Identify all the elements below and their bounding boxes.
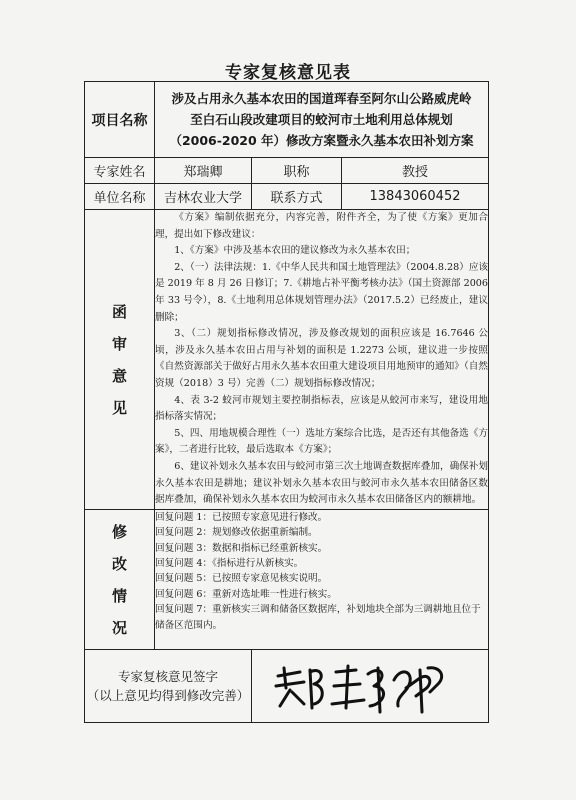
opinion-heading-char: 审 bbox=[111, 334, 127, 353]
project-name-line: 涉及占用永久基本农田的国道珲春至阿尔山公路威虎岭 bbox=[171, 91, 472, 106]
project-name-line: （2006-2020 年）修改方案暨永久基本农田补划方案 bbox=[169, 133, 474, 148]
opinion-heading-char: 函 bbox=[111, 302, 127, 321]
title-label: 职称 bbox=[252, 158, 342, 184]
opinion-paragraph: 4、表 3-2 蛟河市规划主要控制指标表，应该是从蛟河市来写，建设用地指标落实情况； bbox=[155, 394, 489, 423]
project-row bbox=[85, 82, 489, 158]
opinion-heading-char: 见 bbox=[111, 398, 127, 417]
reply-line: 回复问题 3：数据和指标已经重新核实。 bbox=[155, 542, 328, 554]
opinion-paragraph: 6、建议补划永久基本农田与蛟河市第三次土地调查数据库叠加，确保补划永久基本农田是耕地；建议补划永久基本农田与蛟河市永久基本农田储备区数据库叠加，确保补划永久基本农田为蛟河市永久基本农田储备区内的额耕地。 bbox=[155, 460, 489, 506]
reply-line: 回复问题 4：《指标进行从新核实。 bbox=[155, 557, 304, 569]
reply-line: 回复问题 7：重新核实三调和储备区数据库，补划地块全部为三调耕地且位于储备区范围内。 bbox=[155, 604, 481, 631]
project-name bbox=[155, 82, 489, 158]
reply-line: 回复问题 1：已按照专家意见进行修改。 bbox=[155, 511, 328, 523]
unit-row bbox=[85, 184, 489, 210]
revision-heading-char: 改 bbox=[111, 554, 127, 573]
opinion-heading bbox=[85, 210, 155, 510]
unit-label: 单位名称 bbox=[85, 184, 155, 210]
expert-name: 郑瑞卿 bbox=[155, 158, 252, 184]
project-label: 项目名称 bbox=[85, 82, 155, 158]
revision-row bbox=[85, 509, 489, 649]
project-name-line: 至白石山段改建项目的蛟河市土地利用总体规划 bbox=[190, 112, 453, 127]
revision-heading-char: 况 bbox=[111, 618, 127, 637]
opinion-paragraph: 2、（一）法律法规：1.《中华人民共和国土地管理法》（2004.8.28）应该是 2019 年 8 月 26 日修订；7.《耕地占补平衡考核办法》（国土资源部 2006 年 33 号令），8.《土地利用总体规划管理办法》（2017.5.2）已经废止，建议删除； bbox=[155, 261, 489, 323]
reply-line: 回复问题 5：已按照专家意见核实说明。 bbox=[155, 573, 328, 585]
handwritten-signature bbox=[270, 658, 470, 718]
reply-line: 回复问题 2：规划修改依据重新编制。 bbox=[155, 527, 318, 539]
contact-label: 联系方式 bbox=[252, 184, 342, 210]
signature-label-line: （以上意见均得到修改完善） bbox=[86, 687, 250, 703]
contact-value: 13843060452 bbox=[342, 184, 489, 210]
signature-label-line: 专家复核意见签字 bbox=[117, 668, 218, 684]
opinion-body bbox=[155, 210, 489, 510]
unit-value: 吉林农业大学 bbox=[155, 184, 252, 210]
signature-label bbox=[85, 649, 252, 722]
expert-label: 专家姓名 bbox=[85, 158, 155, 184]
signature-cell bbox=[252, 649, 489, 722]
opinion-paragraph: 5、四、用地规模合理性（一）选址方案综合比选，是否还有其他备选《方案》，二者进行比较，最后选取本《方案》； bbox=[155, 427, 489, 456]
opinion-paragraph: 1、《方案》中涉及基本农田的建议修改为永久基本农田； bbox=[174, 245, 416, 257]
opinion-row bbox=[85, 210, 489, 510]
revision-body bbox=[155, 509, 489, 649]
expert-row bbox=[85, 158, 489, 184]
title-value: 教授 bbox=[342, 158, 489, 184]
revision-heading-char: 情 bbox=[111, 586, 127, 605]
signature-row bbox=[85, 649, 489, 722]
opinion-paragraph: 《方案》编制依据充分，内容完善，附件齐全，为了使《方案》更加合理，提出如下修改建议： bbox=[155, 212, 489, 240]
review-form-table bbox=[84, 81, 489, 723]
page-title: 专家复核意见表 bbox=[225, 63, 351, 83]
opinion-paragraph: 3、（二）规划指标修改情况，涉及修改规划的面积应该是 16.7646 公顷，涉及永久基本农田占用与补划的面积是 1.2273 公顷，建议进一步按照《自然资源部关于做好占用永久基本农田重大建设项目用地预审的通知》（自然资规（2018）3 号）完善（二）规划指标修改情况； bbox=[155, 328, 489, 389]
revision-heading-char: 修 bbox=[111, 522, 127, 541]
revision-heading bbox=[85, 509, 155, 649]
reply-line: 回复问题 6：重新对选址唯一性进行核实。 bbox=[155, 588, 337, 600]
opinion-heading-char: 意 bbox=[111, 366, 127, 385]
